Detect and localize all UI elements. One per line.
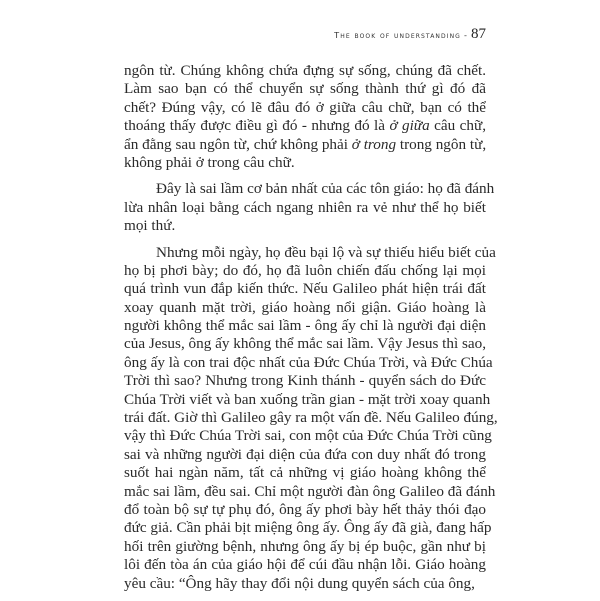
emphasis: ở giữa bbox=[389, 117, 430, 135]
book-title: The book of understanding bbox=[334, 30, 461, 40]
text-segment: ẩn đằng sau ngôn từ, chứ không phải bbox=[124, 135, 352, 153]
text-segment: trong ngôn từ, bbox=[396, 135, 487, 153]
text-line: hối trên giường bệnh, nhưng ông ấy bị ép buộc, gần như bị bbox=[124, 537, 486, 555]
page-body bbox=[124, 62, 498, 601]
text-line bbox=[124, 117, 486, 135]
text-line: của Jesus, ông ấy không thể mắc sai lầm. Vậy Jesus thì sao, bbox=[124, 335, 487, 353]
text-line: Chúa Trời viết và ban xuống trần gian - mặt trời xoay quanh bbox=[124, 390, 491, 408]
text-line: yêu cầu: “Ông hãy thay đổi nội dung quyển sách của ông, bbox=[124, 574, 475, 592]
text-line: ngôn từ. Chúng không chứa đựng sự sống, chúng đã chết. bbox=[124, 62, 486, 79]
text-line: không phải ở trong câu chữ. bbox=[124, 153, 295, 171]
text-line: Làm sao bạn có thể chuyển sự sống thành thứ gì đó đã bbox=[124, 80, 486, 98]
emphasis: ở trong bbox=[351, 135, 397, 153]
text-line: mắc sai lầm, đều sai. Chỉ một người đàn ông Galileo đã đánh bbox=[124, 482, 496, 500]
text-line: Nhưng mỗi ngày, họ đều bại lộ và sự thiếu hiểu biết của bbox=[156, 243, 496, 261]
paragraph bbox=[124, 62, 486, 172]
page-number: 87 bbox=[471, 26, 486, 42]
text-segment: thoáng thấy được điều gì đó - nhưng đó là bbox=[124, 117, 390, 135]
text-line bbox=[124, 136, 486, 154]
text-line: Đây là sai lầm cơ bản nhất của các tôn giáo: họ đã đánh bbox=[156, 180, 495, 198]
text-line: ông ấy là con trai độc nhất của Đức Chúa Trời, và Đức Chúa bbox=[124, 353, 493, 371]
text-line: mọi thứ. bbox=[124, 217, 176, 235]
text-line: Trời thì sao? Nhưng trong Kinh thánh - quyển sách do Đức bbox=[124, 372, 486, 390]
text-line: đức giả. Cần phải bịt miệng ông ấy. Ông ấy đã già, đang hấp bbox=[124, 519, 492, 537]
text-line: sai và những người đại diện của đứa con duy nhất đó trong bbox=[124, 445, 486, 463]
header-separator: - bbox=[463, 30, 468, 40]
text-line: họ bị phơi bày; do đó, họ đã luôn chiến đấu chống lại mọi bbox=[124, 261, 486, 279]
paragraph bbox=[124, 243, 498, 593]
text-line: lôi đến tòa án của giáo hội để cúi đầu nhận lỗi. Giáo hoàng bbox=[124, 556, 486, 574]
text-line: quá trình vun đắp kiến thức. Nếu Galileo phát hiện trái đất bbox=[124, 280, 486, 298]
text-line: đổ toàn bộ sự tự phụ đó, ông ấy phơi bày hết thảy thói đạo bbox=[124, 500, 486, 518]
text-line: suốt hai ngàn năm, tất cả những vị giáo hoàng không thể bbox=[124, 464, 486, 482]
running-header bbox=[200, 26, 486, 43]
text-segment: câu chữ, bbox=[429, 117, 487, 135]
text-line: vậy thì Đức Chúa Trời sai, con một của Đức Chúa Trời cũng bbox=[124, 427, 492, 445]
text-line: chết? Đúng vậy, có lẽ đâu đó ở giữa câu chữ, bạn có thể bbox=[124, 98, 486, 116]
paragraph bbox=[124, 180, 495, 235]
text-line: người không thể mắc sai lầm - ông ấy chỉ là người đại diện bbox=[124, 317, 486, 335]
text-line: lừa nhân loại bằng cách ngang nhiên ra vẻ như thể họ biết bbox=[124, 198, 486, 216]
text-line: xoay quanh mặt trời, giáo hoàng nổi giận. Giáo hoàng là bbox=[124, 298, 486, 316]
text-line: trái đất. Giờ thì Galileo gây ra một vấn đề. Nếu Galileo đúng, bbox=[124, 409, 498, 427]
